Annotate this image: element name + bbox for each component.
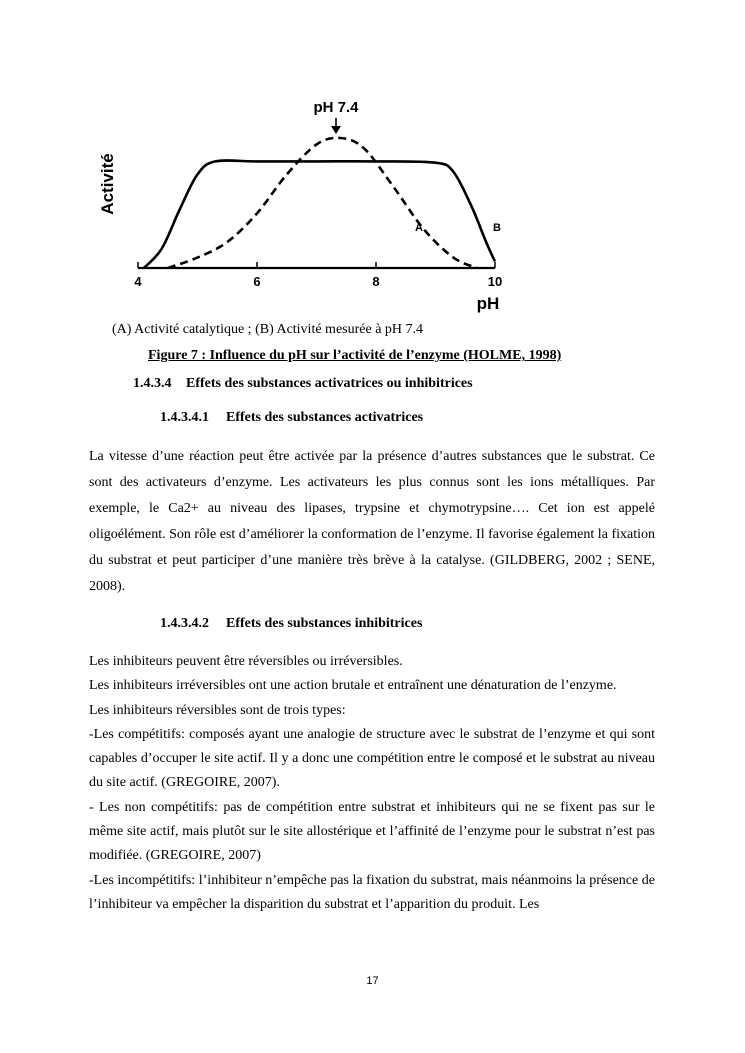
series-b-line (144, 160, 495, 268)
text-line: -Les compétitifs: composés ayant une analogie de structure avec le substrat de l’enzyme et qui sont capables d’occuper le site actif. Il y a donc une compétition entre le composé et le substrat au niveau du site actif. (GREGOIRE, 2007). (89, 726, 655, 791)
figure-caption: Figure 7 : Influence du pH sur l’activité de l’enzyme (HOLME, 1998) (148, 348, 562, 363)
ph-annotation-label: pH 7.4 (313, 99, 359, 116)
section-title: Effets des substances inhibitrices (226, 616, 423, 631)
x-tick-label-8: 8 (372, 274, 380, 289)
series-a-line (168, 138, 477, 268)
series-b-label: B (493, 222, 501, 234)
section-heading-1-4-3-4-2 (160, 616, 422, 632)
text-line: - Les non compétitifs: pas de compétition entre substrat et inhibiteurs qui ne se fixent pas sur le même site actif, mais plutôt sur le site allostérique et l’affinité de l’enzyme pour le substrat n’est pas modifiée. (GREGOIRE, 2007) (89, 799, 655, 864)
section-title: Effets des substances activatrices ou inhibitrices (186, 376, 473, 391)
ph-activity-figure (93, 96, 513, 314)
text-line: Les inhibiteurs réversibles sont de trois types: (89, 702, 346, 718)
series-a-label: A (415, 222, 423, 234)
figure-legend: (A) Activité catalytique ; (B) Activité mesurée à pH 7.4 (112, 322, 424, 337)
x-axis-label: pH (476, 294, 500, 313)
x-tick-label-6: 6 (253, 274, 261, 289)
ph-activity-chart (93, 96, 513, 314)
section-number: 1.4.3.4 (133, 376, 172, 391)
paragraph-activators: La vitesse d’une réaction peut être activée par la présence d’autres substances que le substrat. Ce sont des activateurs d’enzyme. Les activateurs les plus connus sont les ions métalliques. Par exemple, le Ca2+ au niveau des lipases, trypsine et chymotrypsine…. Cet ion est appelé oligoélément. Son rôle est d’améliorer la conformation de l’enzyme. Il favorise également la fixation du substrat et peut participer d’une manière très brève à la catalyse. (GILDBERG, 2002 ; SENE, 2008). (89, 449, 655, 594)
section-heading-1-4-3-4-1 (160, 410, 423, 426)
page-number: 17 (366, 975, 379, 987)
inhibitors-text (89, 650, 655, 917)
section-number: 1.4.3.4.2 (160, 616, 209, 631)
text-line: Les inhibiteurs peuvent être réversibles ou irréversibles. (89, 654, 403, 669)
ph-annotation-arrowhead (331, 126, 341, 134)
section-title: Effets des substances activatrices (226, 410, 424, 425)
y-axis-label: Activité (98, 153, 117, 215)
text-line: Les inhibiteurs irréversibles ont une action brutale et entraînent une dénaturation de l’enzyme. (89, 678, 617, 694)
section-heading-1-4-3-4 (133, 376, 473, 392)
section-number: 1.4.3.4.1 (160, 410, 209, 425)
x-tick-label-4: 4 (134, 274, 142, 289)
text-line: -Les incompétitifs: l’inhibiteur n’empêche pas la fixation du substrat, mais néanmoins la présence de l’inhibiteur va empêcher la disparition du substrat et l’apparition du produit. Les (89, 872, 655, 912)
x-tick-label-10: 10 (487, 274, 503, 289)
